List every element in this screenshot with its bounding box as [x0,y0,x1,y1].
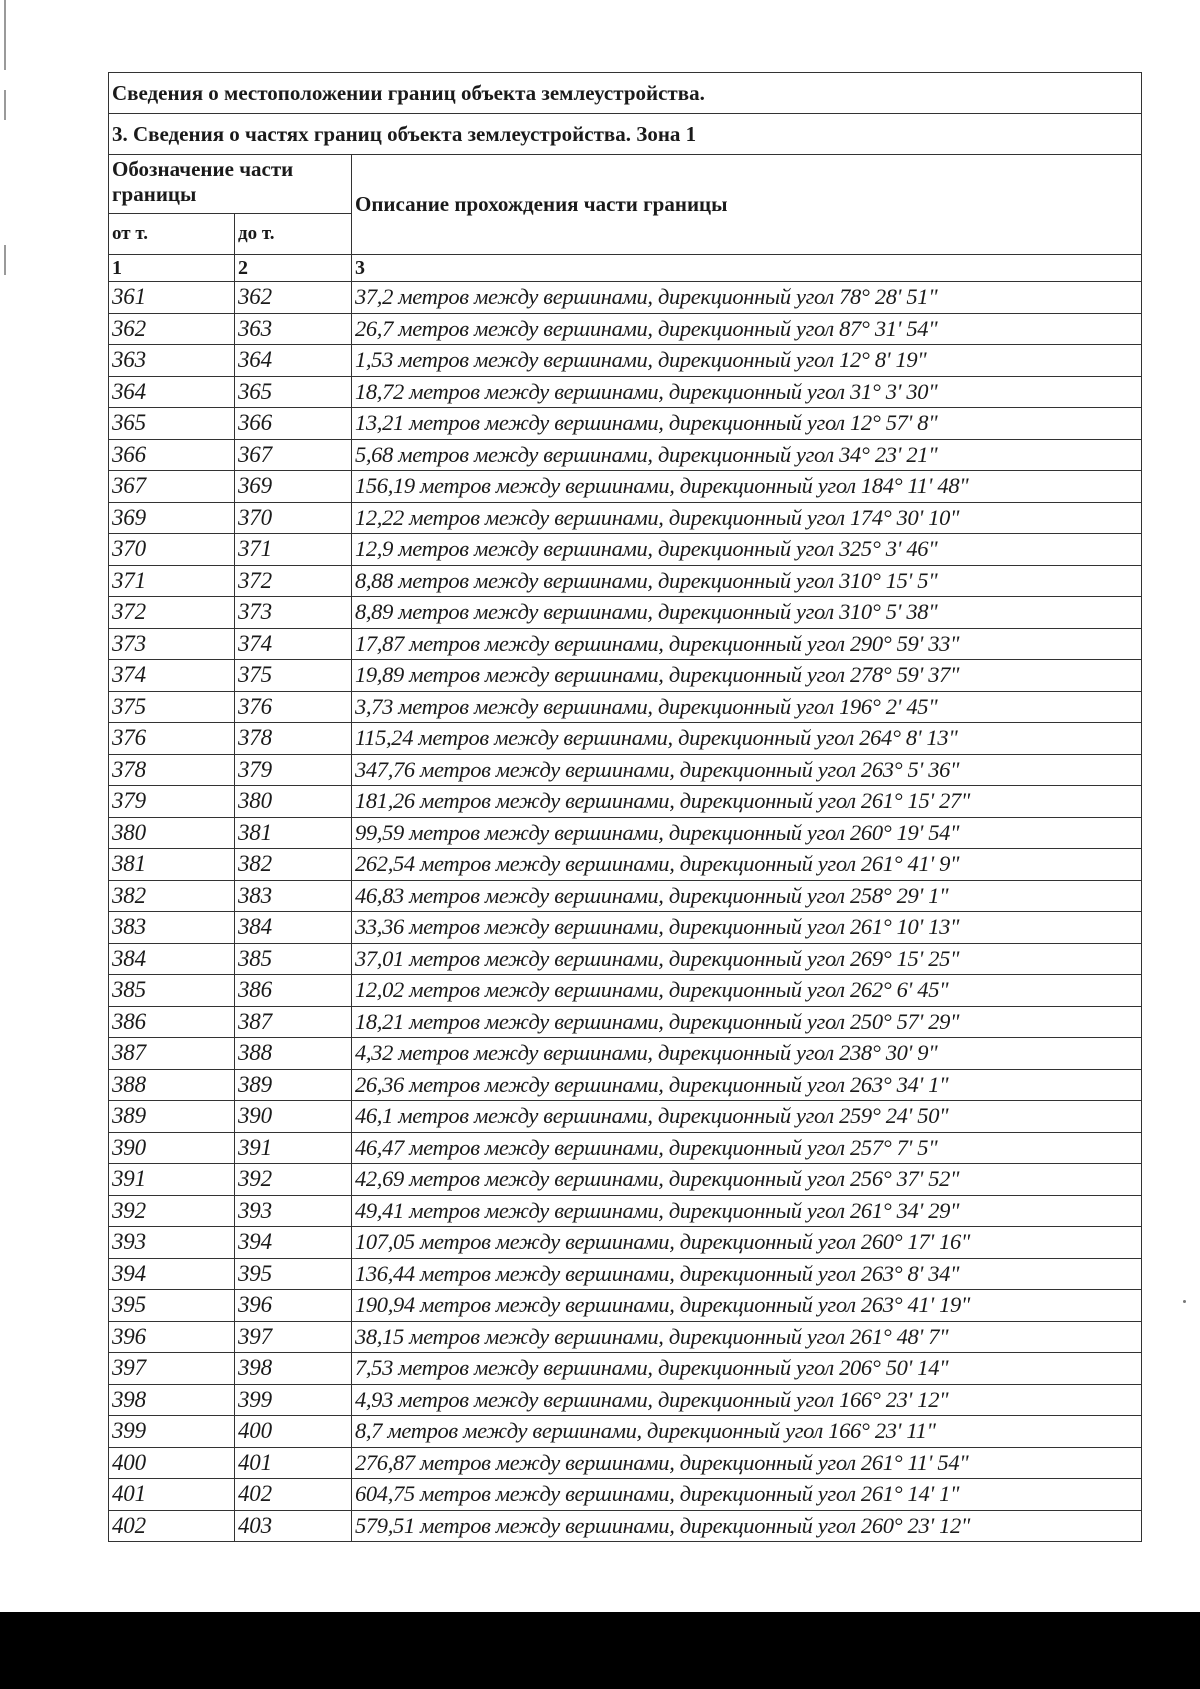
from-point-cell: 369 [109,502,235,534]
description-cell: 8,88 метров между вершинами, дирекционный угол 310° 15' 5" [352,565,1142,597]
to-point-cell: 398 [235,1353,352,1385]
boundary-table [108,72,1142,1542]
description-cell: 26,7 метров между вершинами, дирекционный угол 87° 31' 54" [352,313,1142,345]
header-row [109,155,1142,214]
from-point-cell: 391 [109,1164,235,1196]
column-number: 1 [109,255,235,282]
to-point-cell: 401 [235,1447,352,1479]
description-cell: 17,87 метров между вершинами, дирекционный угол 290° 59' 33" [352,628,1142,660]
to-point-cell: 376 [235,691,352,723]
description-cell: 604,75 метров между вершинами, дирекционный угол 261° 14' 1" [352,1479,1142,1511]
table-row [109,880,1142,912]
to-point-cell: 397 [235,1321,352,1353]
to-point-cell: 396 [235,1290,352,1322]
to-point-cell: 387 [235,1006,352,1038]
to-point-cell: 393 [235,1195,352,1227]
to-point-cell: 367 [235,439,352,471]
table-row [109,1164,1142,1196]
to-point-cell: 366 [235,408,352,440]
to-point-cell: 362 [235,282,352,314]
from-point-cell: 399 [109,1416,235,1448]
description-cell: 18,21 метров между вершинами, дирекционный угол 250° 57' 29" [352,1006,1142,1038]
from-point-cell: 361 [109,282,235,314]
from-point-cell: 384 [109,943,235,975]
from-point-cell: 382 [109,880,235,912]
description-cell: 4,32 метров между вершинами, дирекционный угол 238° 30' 9" [352,1038,1142,1070]
table-row [109,691,1142,723]
from-point-cell: 381 [109,849,235,881]
to-point-cell: 386 [235,975,352,1007]
table-row [109,282,1142,314]
description-cell: 8,89 метров между вершинами, дирекционный угол 310° 5' 38" [352,597,1142,629]
document-title: Сведения о местоположении границ объекта землеустройства. [109,73,1142,114]
from-point-cell: 367 [109,471,235,503]
table-row [109,345,1142,377]
to-point-cell: 385 [235,943,352,975]
from-point-cell: 398 [109,1384,235,1416]
to-point-cell: 389 [235,1069,352,1101]
description-cell: 37,01 метров между вершинами, дирекционный угол 269° 15' 25" [352,943,1142,975]
table-row [109,1006,1142,1038]
from-point-cell: 363 [109,345,235,377]
description-cell: 5,68 метров между вершинами, дирекционный угол 34° 23' 21" [352,439,1142,471]
description-cell: 115,24 метров между вершинами, дирекционный угол 264° 8' 13" [352,723,1142,755]
to-point-cell: 383 [235,880,352,912]
from-point-cell: 386 [109,1006,235,1038]
to-point-cell: 394 [235,1227,352,1259]
from-point-cell: 375 [109,691,235,723]
from-point-cell: 401 [109,1479,235,1511]
table-row [109,660,1142,692]
to-point-cell: 392 [235,1164,352,1196]
from-point-cell: 392 [109,1195,235,1227]
table-row [109,628,1142,660]
from-point-cell: 387 [109,1038,235,1070]
to-point-cell: 365 [235,376,352,408]
scan-margin-mark [4,90,6,120]
table-row [109,597,1142,629]
from-point-cell: 379 [109,786,235,818]
to-point-cell: 382 [235,849,352,881]
to-point-cell: 373 [235,597,352,629]
table-row [109,408,1142,440]
table-row [109,313,1142,345]
table-row [109,1195,1142,1227]
description-header: Описание прохождения части границы [352,155,1142,255]
table-row [109,912,1142,944]
to-point-cell: 402 [235,1479,352,1511]
from-point-cell: 397 [109,1353,235,1385]
from-point-cell: 365 [109,408,235,440]
to-point-cell: 370 [235,502,352,534]
from-point-cell: 376 [109,723,235,755]
description-cell: 49,41 метров между вершинами, дирекционный угол 261° 34' 29" [352,1195,1142,1227]
table-row [109,1321,1142,1353]
from-point-cell: 373 [109,628,235,660]
description-cell: 107,05 метров между вершинами, дирекционный угол 260° 17' 16" [352,1227,1142,1259]
table-row [109,1258,1142,1290]
description-cell: 3,73 метров между вершинами, дирекционный угол 196° 2' 45" [352,691,1142,723]
table-row [109,1447,1142,1479]
column-number: 3 [352,255,1142,282]
table-row [109,534,1142,566]
to-point-cell: 395 [235,1258,352,1290]
description-cell: 18,72 метров между вершинами, дирекционный угол 31° 3' 30" [352,376,1142,408]
description-cell: 38,15 метров между вершинами, дирекционный угол 261° 48' 7" [352,1321,1142,1353]
description-cell: 12,02 метров между вершинами, дирекционный угол 262° 6' 45" [352,975,1142,1007]
description-cell: 42,69 метров между вершинами, дирекционный угол 256° 37' 52" [352,1164,1142,1196]
description-cell: 190,94 метров между вершинами, дирекционный угол 263° 41' 19" [352,1290,1142,1322]
to-point-cell: 372 [235,565,352,597]
table-row [109,376,1142,408]
from-point-cell: 380 [109,817,235,849]
title-row [109,73,1142,114]
description-cell: 46,47 метров между вершинами, дирекционный угол 257° 7' 5" [352,1132,1142,1164]
description-cell: 99,59 метров между вершинами, дирекционный угол 260° 19' 54" [352,817,1142,849]
description-cell: 4,93 метров между вершинами, дирекционный угол 166° 23' 12" [352,1384,1142,1416]
from-point-cell: 378 [109,754,235,786]
from-point-cell: 364 [109,376,235,408]
to-point-cell: 375 [235,660,352,692]
section-title: 3. Сведения о частях границ объекта землеустройства. Зона 1 [109,114,1142,155]
description-cell: 26,36 метров между вершинами, дирекционный угол 263° 34' 1" [352,1069,1142,1101]
from-point-cell: 370 [109,534,235,566]
from-point-cell: 390 [109,1132,235,1164]
to-point-cell: 363 [235,313,352,345]
description-cell: 37,2 метров между вершинами, дирекционный угол 78° 28' 51" [352,282,1142,314]
table-row [109,502,1142,534]
to-point-cell: 390 [235,1101,352,1133]
description-cell: 19,89 метров между вершинами, дирекционный угол 278° 59' 37" [352,660,1142,692]
to-point-cell: 381 [235,817,352,849]
to-point-header: до т. [235,214,352,255]
to-point-cell: 384 [235,912,352,944]
from-point-cell: 393 [109,1227,235,1259]
from-point-cell: 395 [109,1290,235,1322]
table-row [109,565,1142,597]
description-cell: 262,54 метров между вершинами, дирекционный угол 261° 41' 9" [352,849,1142,881]
description-cell: 46,83 метров между вершинами, дирекционный угол 258° 29' 1" [352,880,1142,912]
to-point-cell: 364 [235,345,352,377]
table-row [109,1101,1142,1133]
description-cell: 1,53 метров между вершинами, дирекционный угол 12° 8' 19" [352,345,1142,377]
from-point-cell: 371 [109,565,235,597]
description-cell: 347,76 метров между вершинами, дирекционный угол 263° 5' 36" [352,754,1142,786]
column-number-row [109,255,1142,282]
from-point-cell: 372 [109,597,235,629]
from-point-header: от т. [109,214,235,255]
from-point-cell: 366 [109,439,235,471]
to-point-cell: 380 [235,786,352,818]
table-row [109,817,1142,849]
description-cell: 136,44 метров между вершинами, дирекционный угол 263° 8' 34" [352,1258,1142,1290]
to-point-cell: 391 [235,1132,352,1164]
to-point-cell: 379 [235,754,352,786]
to-point-cell: 399 [235,1384,352,1416]
scan-margin-mark [4,245,6,275]
table-row [109,1384,1142,1416]
to-point-cell: 403 [235,1510,352,1542]
to-point-cell: 374 [235,628,352,660]
from-point-cell: 400 [109,1447,235,1479]
table-row [109,1227,1142,1259]
column-number: 2 [235,255,352,282]
description-cell: 8,7 метров между вершинами, дирекционный угол 166° 23' 11" [352,1416,1142,1448]
description-cell: 46,1 метров между вершинами, дирекционный угол 259° 24' 50" [352,1101,1142,1133]
section-row [109,114,1142,155]
table-row [109,1479,1142,1511]
description-cell: 12,9 метров между вершинами, дирекционный угол 325° 3' 46" [352,534,1142,566]
from-point-cell: 402 [109,1510,235,1542]
table-row [109,1290,1142,1322]
description-cell: 13,21 метров между вершинами, дирекционный угол 12° 57' 8" [352,408,1142,440]
part-designation-header: Обозначение части границы [109,155,352,214]
from-point-cell: 383 [109,912,235,944]
from-point-cell: 385 [109,975,235,1007]
to-point-cell: 388 [235,1038,352,1070]
to-point-cell: 369 [235,471,352,503]
from-point-cell: 374 [109,660,235,692]
table-row [109,1038,1142,1070]
table-row [109,1069,1142,1101]
table-row [109,723,1142,755]
scan-speck [1183,1300,1186,1303]
from-point-cell: 394 [109,1258,235,1290]
table-row [109,786,1142,818]
table-row [109,1416,1142,1448]
scan-bottom-band [0,1612,1200,1689]
to-point-cell: 400 [235,1416,352,1448]
table-row [109,975,1142,1007]
scan-margin-mark [4,0,6,70]
description-cell: 276,87 метров между вершинами, дирекционный угол 261° 11' 54" [352,1447,1142,1479]
table-row [109,1132,1142,1164]
to-point-cell: 378 [235,723,352,755]
description-cell: 156,19 метров между вершинами, дирекционный угол 184° 11' 48" [352,471,1142,503]
table-row [109,849,1142,881]
table-row [109,1353,1142,1385]
boundary-table-body [109,73,1142,1542]
description-cell: 181,26 метров между вершинами, дирекционный угол 261° 15' 27" [352,786,1142,818]
from-point-cell: 396 [109,1321,235,1353]
table-row [109,439,1142,471]
description-cell: 579,51 метров между вершинами, дирекционный угол 260° 23' 12" [352,1510,1142,1542]
description-cell: 7,53 метров между вершинами, дирекционный угол 206° 50' 14" [352,1353,1142,1385]
table-row [109,471,1142,503]
table-row [109,943,1142,975]
to-point-cell: 371 [235,534,352,566]
table-row [109,754,1142,786]
table-row [109,1510,1142,1542]
from-point-cell: 388 [109,1069,235,1101]
from-point-cell: 389 [109,1101,235,1133]
from-point-cell: 362 [109,313,235,345]
description-cell: 33,36 метров между вершинами, дирекционный угол 261° 10' 13" [352,912,1142,944]
description-cell: 12,22 метров между вершинами, дирекционный угол 174° 30' 10" [352,502,1142,534]
